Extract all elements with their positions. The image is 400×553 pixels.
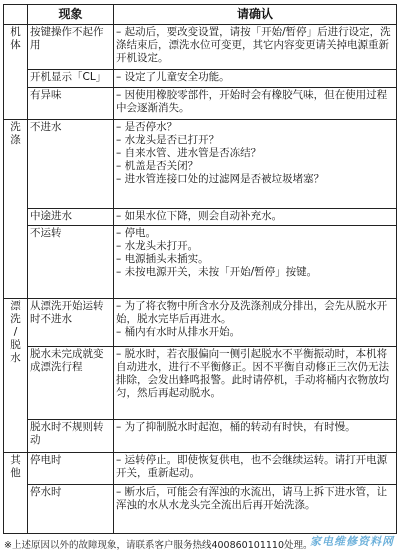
check-item: – 设定了儿童安全功能。 [116,71,230,84]
check-item: – 水龙头是否已打开？ [116,134,220,147]
category-label: 其 他 [10,453,21,479]
check-item: – 是否停水？ [116,121,178,134]
check-item: – 电源插头未插实。 [116,252,209,265]
check-item: – 如果水位下降，则会自动补充水。 [116,209,283,222]
check-cell [114,346,397,419]
check-item: – 进水管连接口处的过滤网是否被垃圾堵塞？ [116,173,325,186]
symptom-cell: 停电时 [28,452,114,484]
check-item: – 断水后，可能会有浑浊的水流出，请马上拆下进水管，让浑浊的水从水龙头完全流出后再开始洗涤。 [116,486,388,512]
check-cell [114,225,397,298]
symptom-cell: 不运转 [28,225,114,298]
table-row [4,346,397,419]
header-corner [4,5,28,25]
category-label: 洗 涤 [10,121,21,147]
footer-note: ※上述原因以外的故障现象，请联系客户服务热线400860101110处理。 [4,540,313,551]
check-item: – 机盖是否关闭？ [116,160,199,173]
check-cell [114,25,397,70]
symptom-cell: 不进水 [28,120,114,209]
table-row [4,70,397,87]
symptom-cell: 脱水未完成就变成漂洗行程 [28,346,114,419]
table-row [4,25,397,70]
symptom-cell: 按键操作不起作用 [28,25,114,70]
check-item: – 停电。 [116,226,157,239]
table-row [4,452,397,484]
check-item: – 因使用橡胶零部件，开始时会有橡胶气味，但在使用过程中会逐渐消失。 [116,88,388,114]
check-item: – 自来水管、进水管是否冻结？ [116,147,262,160]
check-item: – 运转停止。即使恢复供电，也不会继续运转。请打开电源开关，重新起动。 [116,453,388,479]
table-row [4,87,397,119]
troubleshooting-table [3,4,397,534]
check-item: – 为了将衣物中所含水分及洗涤剂成分排出，会先从脱水开始，脱水完毕后再进水。 [116,300,388,326]
symptom-cell: 有异味 [28,87,114,119]
check-item: – 起动后，要改变设置，请按「开始/暂停」后进行设定，洗涤结束后，漂洗水位可变更，其它内容变更请关掉电源重新开机设定。 [116,26,391,64]
symptom-cell: 中途进水 [28,208,114,225]
table-row [4,485,397,534]
category-label: 机 体 [10,26,21,51]
symptom-cell: 停水时 [28,485,114,534]
table-row [4,120,397,209]
check-cell [114,208,397,225]
symptom-cell: 脱水时不规则转动 [28,420,114,452]
table-row [4,225,397,298]
table-row [4,299,397,347]
check-cell [114,485,397,534]
table-row [4,420,397,452]
check-item: – 水龙头未打开。 [116,239,199,252]
check-item: – 桶内有水时从排水开始。 [116,326,241,339]
table-row [4,208,397,225]
check-cell [114,452,397,484]
watermark-logo: 家电维修资料网 [310,535,394,548]
category-body [4,25,28,120]
check-cell [114,87,397,119]
header-check: 请确认 [114,5,397,25]
check-cell [114,299,397,347]
check-item: – 为了抑制脱水时起泡，桶的转动有时快，有时慢。 [116,421,356,434]
category-label: 漂 洗 / 脱 水 [10,300,21,365]
check-cell [114,70,397,87]
category-rinse-spin [4,299,28,452]
symptom-cell: 从漂洗开始运转时不进水 [28,299,114,347]
check-item: – 未按电源开关，未按「开始/暂停」按键。 [116,265,318,278]
symptom-cell: 开机显示「CL」 [28,70,114,87]
check-cell [114,420,397,452]
header-row [4,5,397,25]
category-other [4,452,28,533]
category-wash [4,120,28,299]
check-cell [114,120,397,209]
header-symptom: 现象 [28,5,114,25]
check-item: – 脱水时，若衣服偏向一侧引起脱水不平衡振动时，本机将自动进水，进行不平衡修正。因不平衡自动修正三次仍无法排除，会发出蜂鸣报警。此时请停机，手动将桶内衣物放均匀，然后再起动脱水。 [116,347,389,399]
